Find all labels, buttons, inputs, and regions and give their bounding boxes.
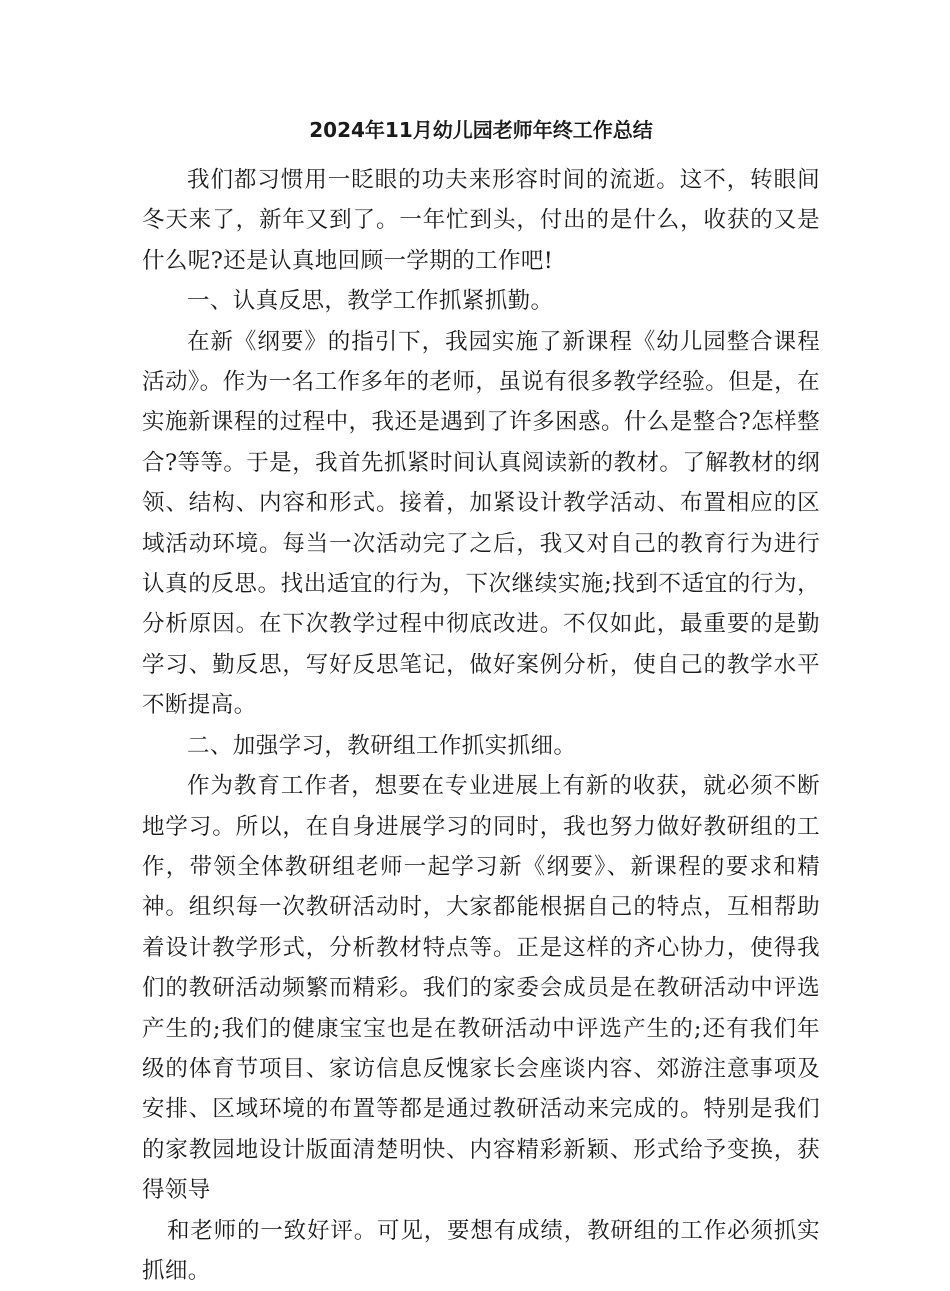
paragraph-section-1: 在新《纲要》的指引下，我园实施了新课程《幼儿园整合课程活动》。作为一名工作多年的老师，虽说有很多教学经验。但是，在实施新课程的过程中，我还是遇到了许多困惑。什么是整合?怎样整合?等等。于是，我首先抓紧时间认真阅读新的教材。了解教材的纲领、结构、内容和形式。接着，加紧设计教学活动、布置相应的区域活动环境。每当一次活动完了之后，我又对自己的教育行为进行认真的反思。找出适宜的行为，下次继续实施;找到不适宜的行为，分析原因。在下次教学过程中彻底改进。不仅如此，最重要的是勤学习、勤反思，写好反思笔记，做好案例分析，使自己的教学水平不断提高。 bbox=[142, 328, 820, 719]
document-body bbox=[142, 160, 820, 1291]
paragraph-continuation: 和老师的一致好评。可见，要想有成绩，教研组的工作必须抓实抓细。 bbox=[142, 1217, 820, 1284]
document-title: 2024年11月幼儿园老师年终工作总结 bbox=[309, 118, 653, 142]
paragraph-intro: 我们都习惯用一眨眼的功夫来形容时间的流逝。这不，转眼间冬天来了，新年又到了。一年忙到头，付出的是什么，收获的又是什么呢?还是认真地回顾一学期的工作吧! bbox=[142, 167, 820, 274]
section-heading-1: 一、认真反思，教学工作抓紧抓勤。 bbox=[187, 288, 554, 315]
section-heading-2: 二、加强学习，教研组工作抓实抓细。 bbox=[187, 732, 577, 759]
paragraph-section-2: 作为教育工作者，想要在专业进展上有新的收获，就必须不断地学习。所以，在自身进展学习的同时，我也努力做好教研组的工作，带领全体教研组老师一起学习新《纲要》、新课程的要求和精神。组织每一次教研活动时，大家都能根据自己的特点，互相帮助着设计教学形式，分析教材特点等。正是这样的齐心协力，使得我们的教研活动频繁而精彩。我们的家委会成员是在教研活动中评选产生的;我们的健康宝宝也是在教研活动中评选产生的;还有我们年级的体育节项目、家访信息反愧家长会座谈内容、郊游注意事项及安排、区域环境的布置等都是通过教研活动来完成的。特别是我们的家教园地设计版面清楚明快、内容精彩新颖、形式给予变换，获得领导 bbox=[142, 773, 820, 1204]
